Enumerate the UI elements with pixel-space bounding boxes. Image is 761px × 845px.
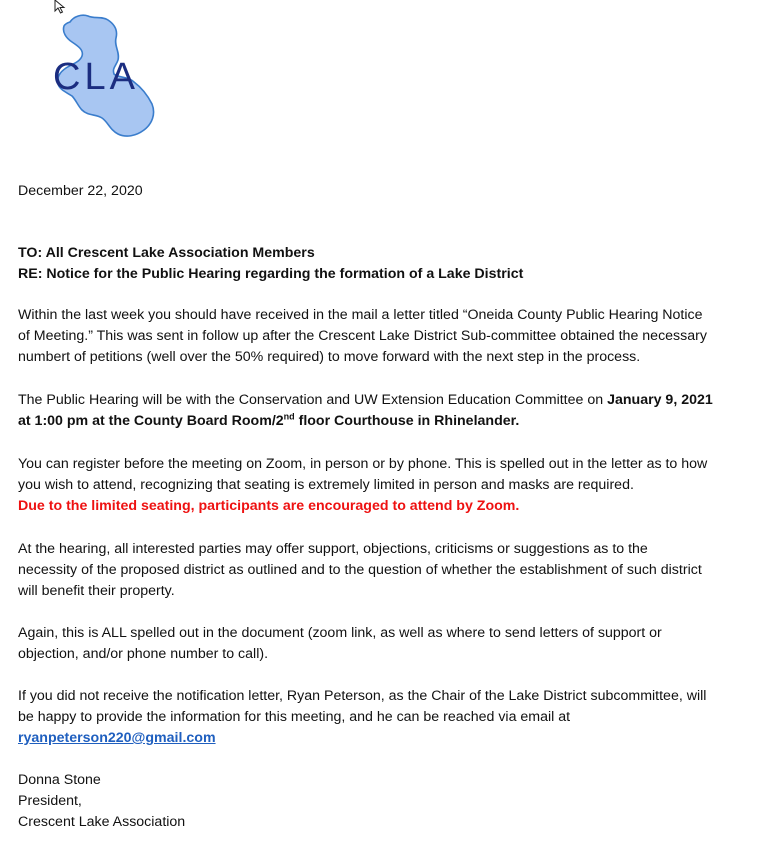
- paragraph-line: You can register before the meeting on Zoom, in person or by phone. This is spelled out in the letter as to how: [18, 456, 708, 472]
- paragraph-line: numbert of petitions (well over the 50% required) to move forward with the next step in the process.: [18, 349, 641, 365]
- paragraph-line: objection, and/or phone number to call).: [18, 646, 269, 662]
- hearing-committee-text: The Public Hearing will be with the Conservation and UW Extension Education Committee on: [18, 392, 608, 408]
- paragraph-line: If you did not receive the notification letter, Ryan Peterson, as the Chair of the Lake District subcommittee, will: [18, 688, 707, 704]
- zoom-encouragement-notice: Due to the limited seating, participants are encouraged to attend by Zoom.: [18, 498, 520, 514]
- paragraph-line: At the hearing, all interested parties may offer support, objections, criticisms or suggestions as to the: [18, 541, 648, 557]
- paragraph-line: [18, 390, 713, 411]
- paragraph-line: be happy to provide the information for this meeting, and he can be reached via email at: [18, 709, 571, 725]
- logo-text: CLA: [53, 56, 139, 98]
- hearing-location-b: floor Courthouse in Rhinelander.: [294, 413, 520, 429]
- paragraph-line: will benefit their property.: [18, 583, 175, 599]
- email-link[interactable]: ryanpeterson220@gmail.com: [18, 730, 216, 746]
- ordinal-suffix: nd: [283, 411, 295, 422]
- paragraph-line: Within the last week you should have received in the mail a letter titled “Oneida County Public Hearing Notice: [18, 307, 703, 323]
- letter-re-line: RE: Notice for the Public Hearing regarding the formation of a Lake District: [18, 266, 524, 282]
- paragraph-line: of Meeting.” This was sent in follow up after the Crescent Lake District Sub-committee obtained the necessary: [18, 328, 707, 344]
- paragraph-line: necessity of the proposed district as outlined and to the question of whether the establishment of such district: [18, 562, 702, 578]
- signature-name: Donna Stone: [18, 772, 101, 788]
- signature-title: President,: [18, 793, 82, 809]
- hearing-date: January 9, 2021: [607, 392, 713, 408]
- paragraph-line: Again, this is ALL spelled out in the document (zoom link, as well as where to send letters of support or: [18, 625, 662, 641]
- paragraph-line: you wish to attend, recognizing that seating is extremely limited in person and masks are required.: [18, 477, 634, 493]
- letter-to-line: TO: All Crescent Lake Association Members: [18, 245, 315, 261]
- hearing-location-a: at 1:00 pm at the County Board Room/2: [18, 413, 284, 429]
- hearing-location: [18, 411, 519, 432]
- signature-organization: Crescent Lake Association: [18, 814, 186, 830]
- letter-date: December 22, 2020: [18, 183, 143, 199]
